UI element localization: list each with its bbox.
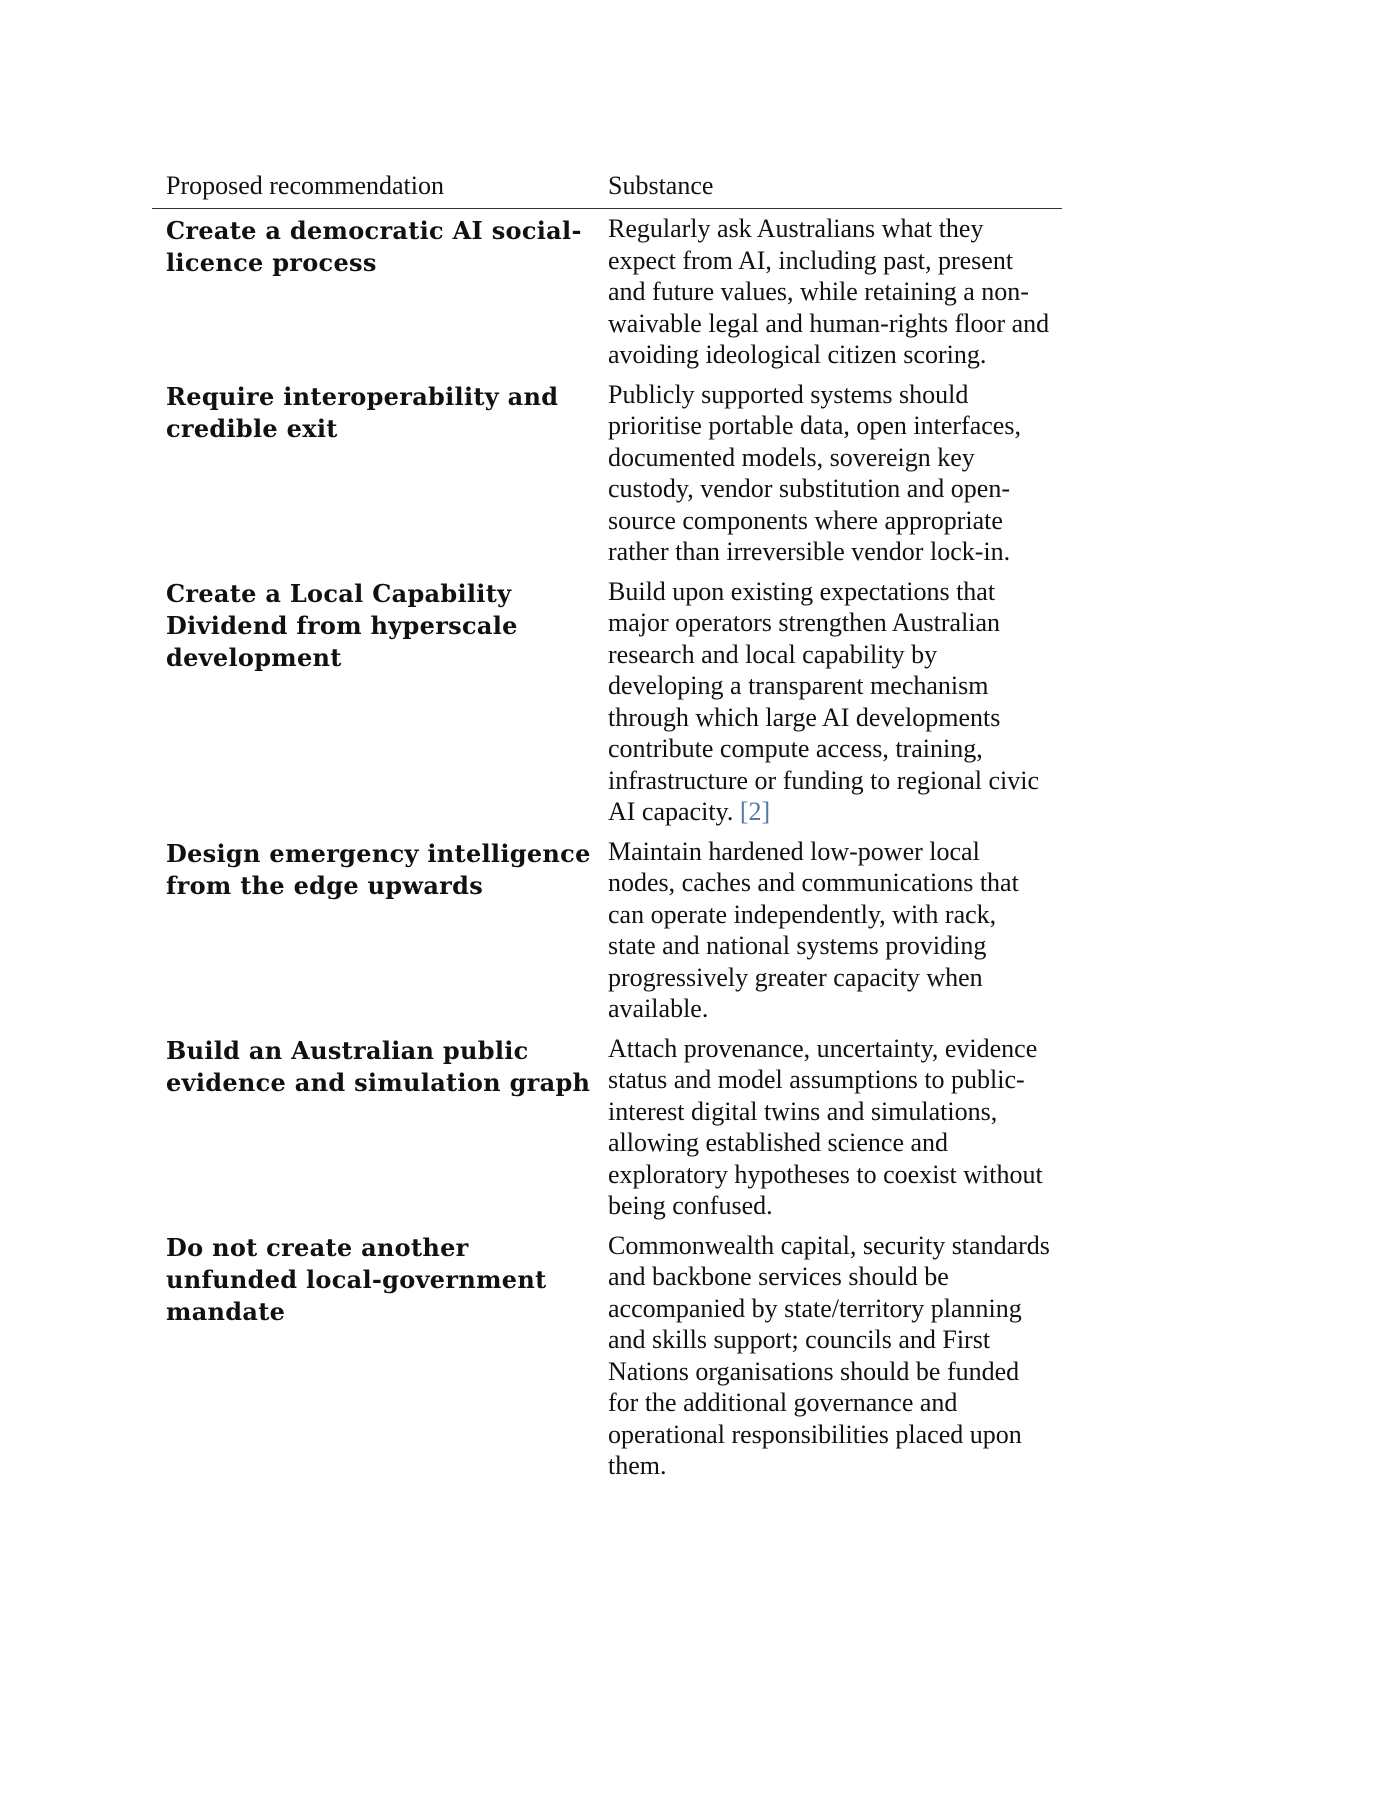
substance-text: Commonwealth capital, security standards and backbone services should be accompanied by state/territory planning and skills support; councils and First Nations organisations should be funded for the additional governance and operational responsibilities placed upon them. xyxy=(608,1230,1050,1480)
substance-text: Build upon existing expectations that major operators strengthen Australian research and local capability by developing a transparent mechanism through which large AI developments contribute compute access, training, infrastructure or funding to regional civic AI capacity. xyxy=(608,576,1040,826)
recommendation-title: Create a Local Capability Dividend from hyperscale development xyxy=(166,578,518,672)
table-row xyxy=(152,572,1062,832)
recommendation-substance xyxy=(608,832,1062,1029)
table-row xyxy=(152,1226,1062,1486)
substance-text: Attach provenance, uncertainty, evidence status and model assumptions to public-interest digital twins and simulations, allowing established science and exploratory hypotheses to coexist without being confused. xyxy=(608,1033,1043,1220)
recommendation-substance xyxy=(608,209,1062,375)
recommendations-table xyxy=(152,168,1062,1486)
recommendation-substance xyxy=(608,375,1062,572)
recommendation-title: Do not create another unfunded local-government mandate xyxy=(166,1232,547,1326)
substance-text: Regularly ask Australians what they expect from AI, including past, present and future values, while retaining a non-waivable legal and human-rights floor and avoiding ideological citizen scoring. xyxy=(608,214,1050,369)
table-header xyxy=(152,168,1062,209)
recommendation-title: Design emergency intelligence from the edge upwards xyxy=(166,838,591,900)
table-row xyxy=(152,832,1062,1029)
recommendation-title: Require interoperability and credible exit xyxy=(166,381,559,443)
recommendation-substance xyxy=(608,1029,1062,1226)
table-row xyxy=(152,1029,1062,1226)
substance-text: Maintain hardened low-power local nodes, caches and communications that can operate independently, with rack, state and national systems providing progressively greater capacity when available. xyxy=(608,836,1019,1023)
citation-link[interactable]: [2] xyxy=(739,797,771,826)
header-proposed-recommendation: Proposed recommendation xyxy=(166,171,444,200)
recommendation-substance xyxy=(608,572,1062,832)
table-row xyxy=(152,375,1062,572)
table-row xyxy=(152,209,1062,375)
recommendation-title: Build an Australian public evidence and simulation graph xyxy=(166,1035,591,1097)
substance-text: Publicly supported systems should prioritise portable data, open interfaces, documented models, sovereign key custody, vendor substitution and open-source components where appropriate rather than irreversible vendor lock-in. xyxy=(608,379,1021,566)
header-substance: Substance xyxy=(608,171,714,200)
recommendation-substance xyxy=(608,1226,1062,1486)
recommendation-title: Create a democratic AI social-licence process xyxy=(166,216,582,277)
